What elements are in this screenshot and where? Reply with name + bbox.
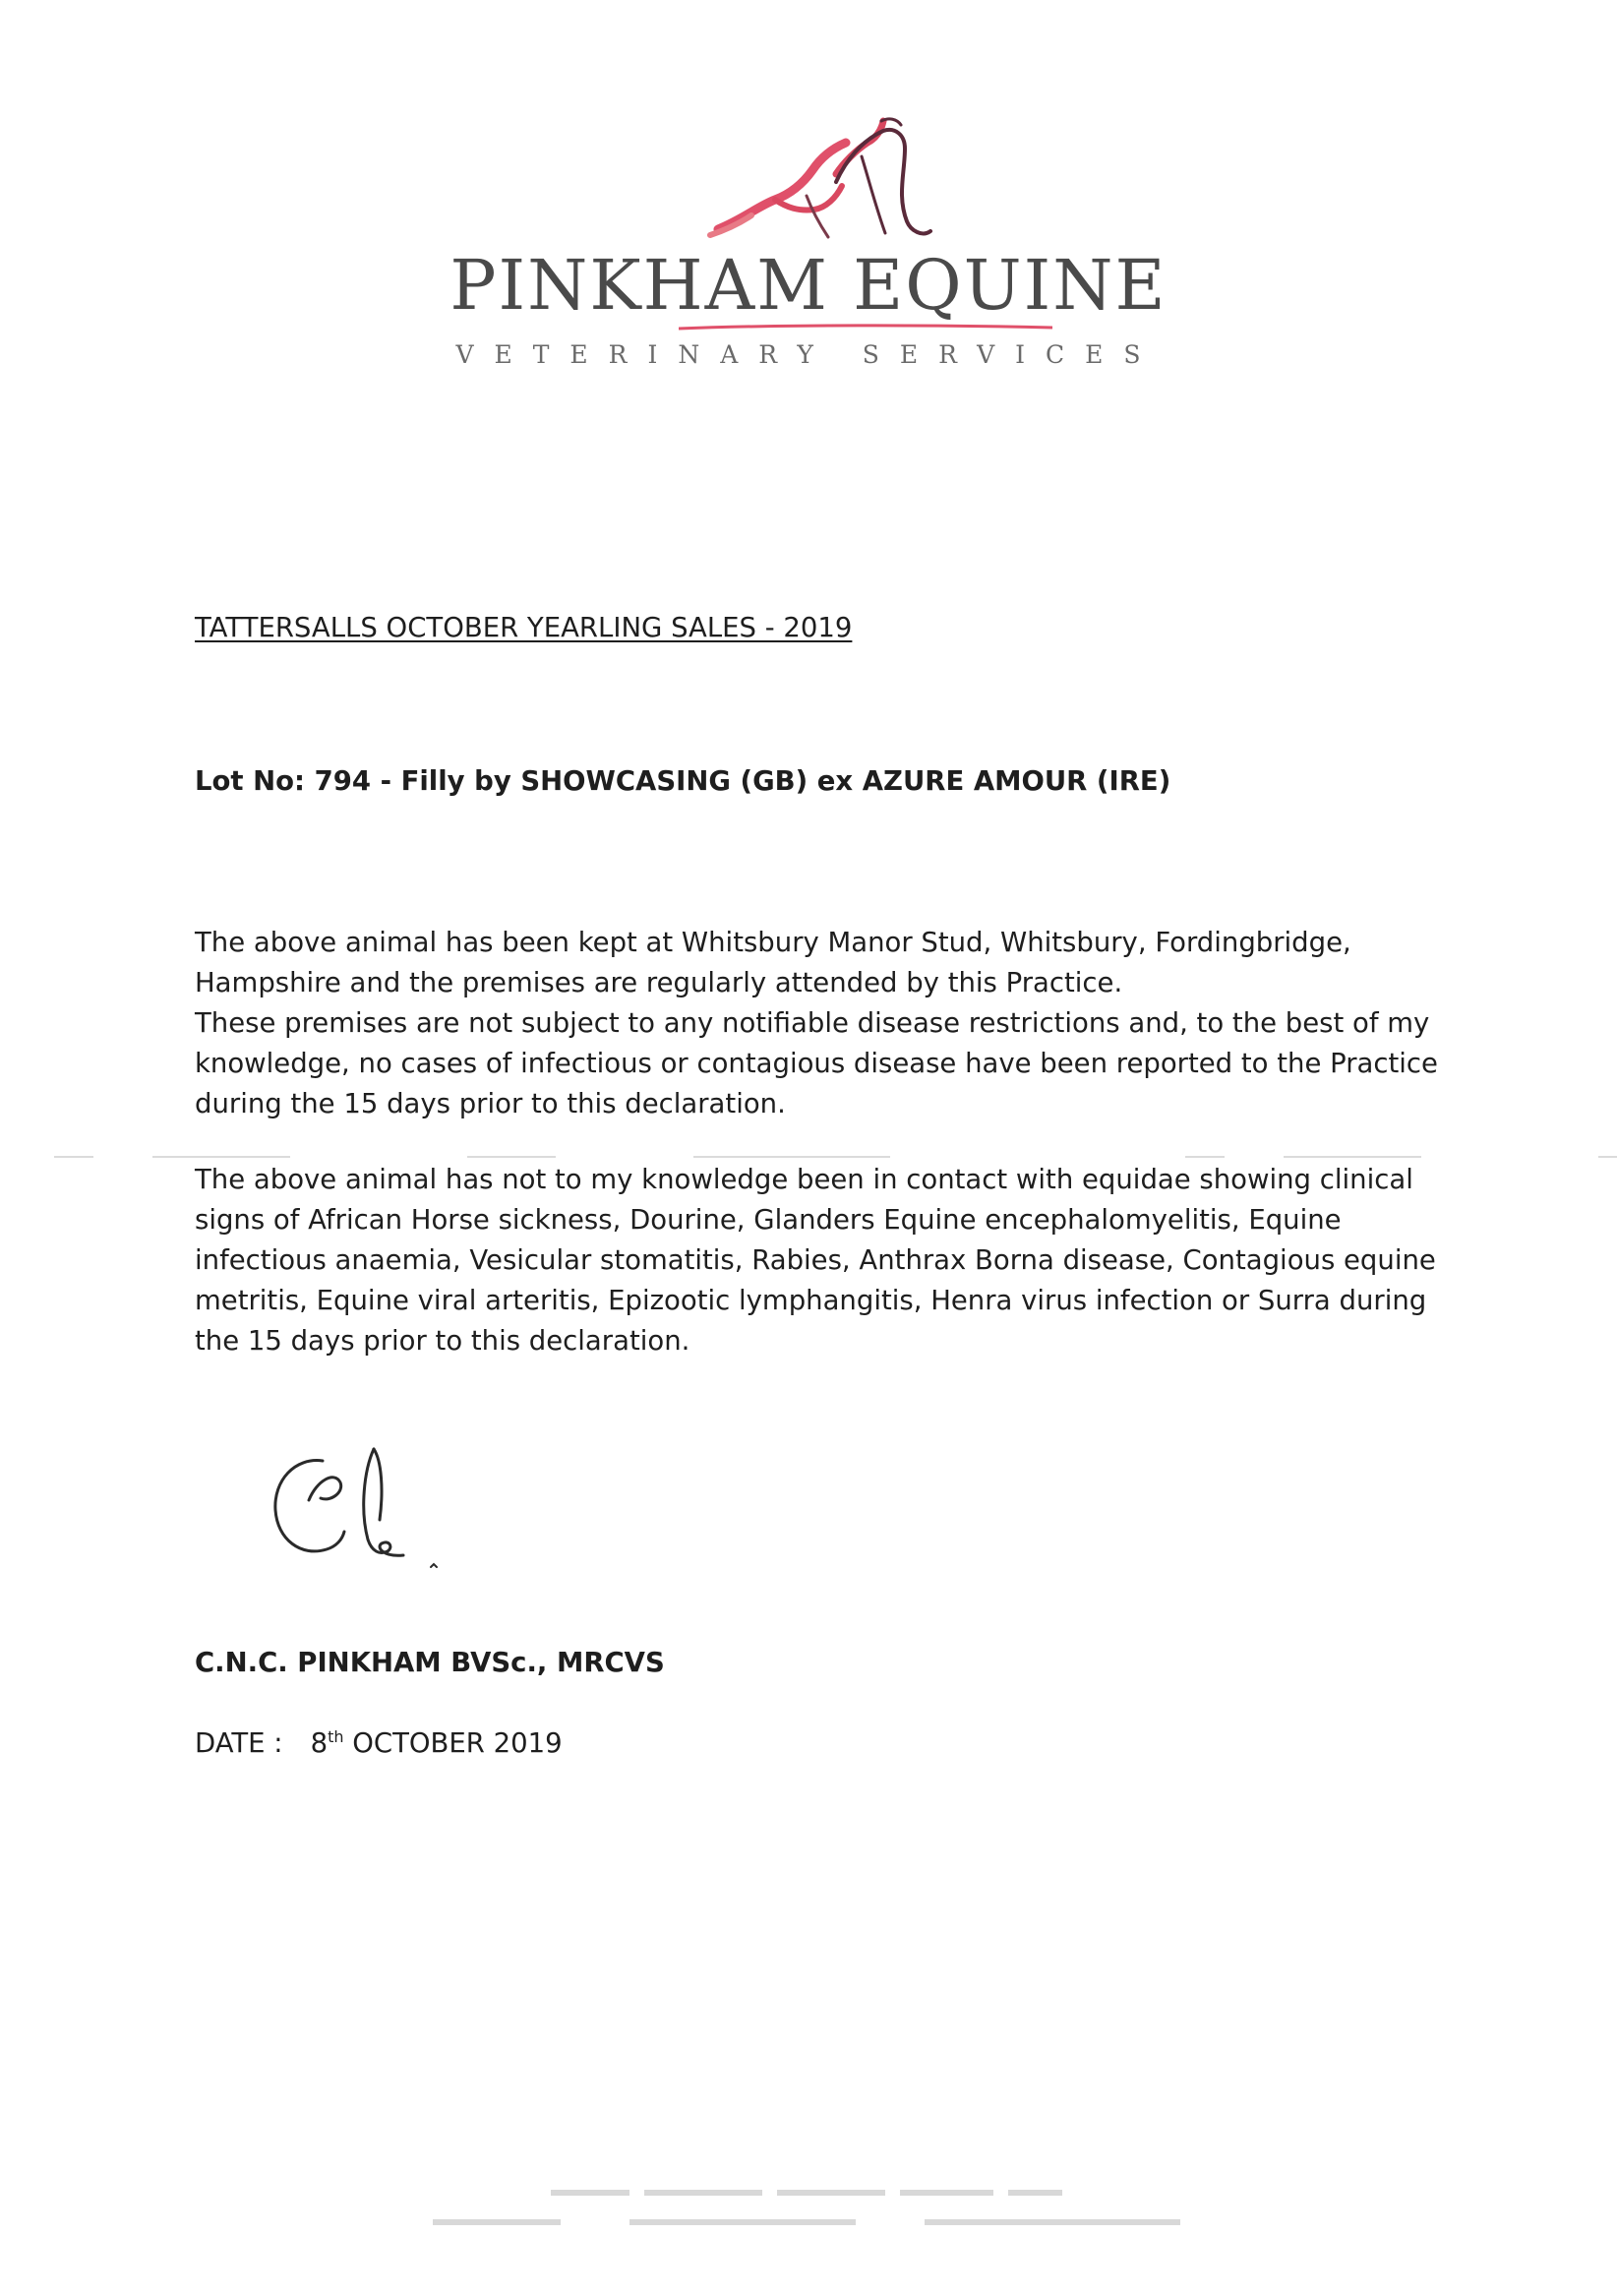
- date-label: DATE :: [195, 1727, 283, 1759]
- lot-line: Lot No: 794 - Filly by SHOWCASING (GB) ex AZURE AMOUR (IRE): [195, 765, 1171, 797]
- declaration-date: [195, 1723, 563, 1764]
- brand-name: PINKHAM EQUINE: [449, 245, 1168, 326]
- footer-address-mark: [551, 2186, 1062, 2200]
- scan-artifact-line: [54, 1156, 1617, 1158]
- date-month-year: OCTOBER 2019: [352, 1727, 563, 1759]
- footer-contact-mark: [433, 2215, 1180, 2229]
- declaration-paragraph-contact: The above animal has not to my knowledge been in contact with equidae showing clinical signs of African Horse sickness, Dourine, Glanders Equine encephalomyelitis, Equine infectious anaemia, Vesicular stomatitis, Rabies, Anthrax Borna disease, Contagious equine metritis, Equine viral arteritis, Epizootic lymphangitis, Henra virus infection or Surra during the 15 days prior to this declaration.: [195, 1164, 1436, 1357]
- brand-accent-line: [679, 323, 1052, 332]
- date-day: 8: [310, 1727, 329, 1759]
- signatory-name: C.N.C. PINKHAM BVSc., MRCVS: [195, 1647, 665, 1678]
- brand-subtitle: VETERINARY SERVICES: [455, 340, 1162, 369]
- leaping-horse-logo-icon: [689, 113, 934, 256]
- handwritten-signature-icon: [266, 1441, 472, 1579]
- sale-title: TATTERSALLS OCTOBER YEARLING SALES - 2019: [195, 612, 853, 643]
- declaration-paragraph-premises: The above animal has been kept at Whitsbury Manor Stud, Whitsbury, Fordingbridge, Hampshire and the premises are regularly attended by this Practice. These premises are not subject to any notifiable disease restrictions and, to the best of my knowledge, no cases of infectious or contagious disease have been reported to the Practice during the 15 days prior to this declaration.: [195, 927, 1438, 1119]
- date-day-suffix: th: [328, 1726, 344, 1746]
